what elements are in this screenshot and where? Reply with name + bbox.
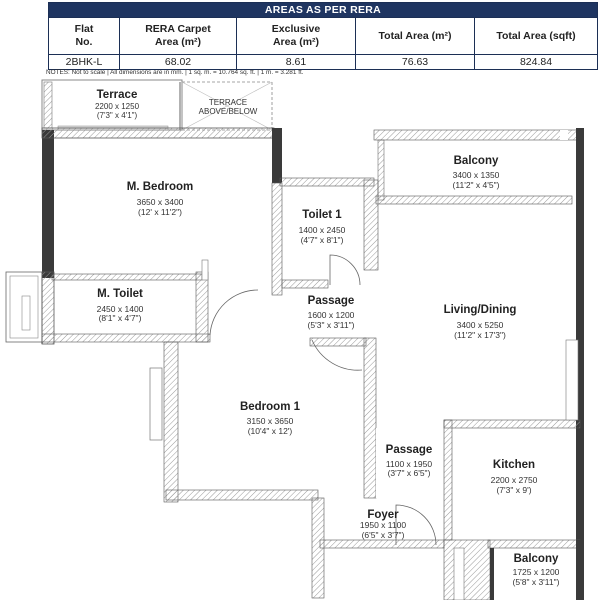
living-mm: 3400 x 5250 [456, 320, 504, 330]
foyer-mm: 1950 x 1100 [359, 520, 407, 530]
balcony-bottom-ft: (5'8" x 3'11") [512, 577, 560, 587]
m-bedroom-ft: (12' x 11'2") [138, 207, 182, 217]
kitchen-ft: (7'3" x 9') [496, 485, 532, 495]
m-toilet-name: M. Toilet [97, 288, 143, 300]
kitchen-mm: 2200 x 2750 [490, 475, 538, 485]
m-toilet-walls [6, 260, 210, 344]
passage2-mm: 1100 x 1950 [385, 459, 433, 469]
kitchen-walls [376, 340, 580, 540]
cell-exclusive: 8.61 [237, 55, 356, 70]
header-flat-no: Flat No. [49, 18, 120, 55]
passage2-name: Passage [385, 444, 433, 456]
m-bedroom-mm: 3650 x 3400 [136, 197, 184, 207]
terrace-ft: (7'3" x 4'1") [96, 111, 138, 120]
cell-rera-carpet: 68.02 [120, 55, 237, 70]
foyer-name: Foyer [367, 509, 399, 521]
table-banner: AREAS AS PER RERA [49, 3, 598, 18]
balcony-top-ft: (11'2" x 4'5") [452, 180, 500, 190]
terrace-above-line2: ABOVE/BELOW [198, 107, 258, 116]
cell-flat-no: 2BHK-L [49, 55, 120, 70]
terrace-mm: 2200 x 1250 [94, 102, 140, 111]
living-ft: (11'2" x 17'3") [454, 330, 506, 340]
m-toilet-mm: 2450 x 1400 [96, 304, 144, 314]
notes-line: NOTES: Not to scale | All dimensions are in mm. | 1 sq. m. = 10.764 sq. ft. | 1 m. = 3.281 ft. [46, 69, 304, 76]
toilet1-mm: 1400 x 2450 [298, 225, 346, 235]
terrace-name: Terrace [96, 89, 138, 101]
balcony-top-name: Balcony [453, 155, 499, 167]
balcony-top-mm: 3400 x 1350 [452, 170, 500, 180]
terrace-above-line1: TERRACE [208, 98, 248, 107]
kitchen-name: Kitchen [492, 459, 536, 471]
header-exclusive: Exclusive Area (m²) [237, 18, 356, 55]
balcony-bottom-mm: 1725 x 1200 [512, 567, 560, 577]
balcony-bottom-name: Balcony [513, 553, 559, 565]
foyer-ft: (6'5" x 3'7") [361, 530, 405, 540]
header-rera-carpet: RERA Carpet Area (m²) [120, 18, 237, 55]
m-toilet-ft: (8'1" x 4'7") [98, 313, 142, 323]
passage1-ft: (5'3" x 3'11") [307, 320, 355, 330]
toilet1-name: Toilet 1 [302, 209, 342, 221]
header-total-m2: Total Area (m²) [356, 18, 475, 55]
header-total-sqft: Total Area (sqft) [475, 18, 598, 55]
cell-total-m2: 76.63 [356, 55, 475, 70]
toilet1-ft: (4'7" x 8'1") [300, 235, 344, 245]
bedroom1-ft: (10'4" x 12') [247, 426, 293, 436]
passage1-mm: 1600 x 1200 [307, 310, 355, 320]
passage2-ft: (3'7" x 6'5") [387, 468, 431, 478]
cell-total-sqft: 824.84 [475, 55, 598, 70]
bedroom1-mm: 3150 x 3650 [246, 416, 294, 426]
m-bedroom-name: M. Bedroom [126, 181, 194, 193]
bedroom1-name: Bedroom 1 [239, 401, 301, 413]
passage1-name: Passage [307, 295, 355, 307]
living-name: Living/Dining [443, 304, 517, 316]
